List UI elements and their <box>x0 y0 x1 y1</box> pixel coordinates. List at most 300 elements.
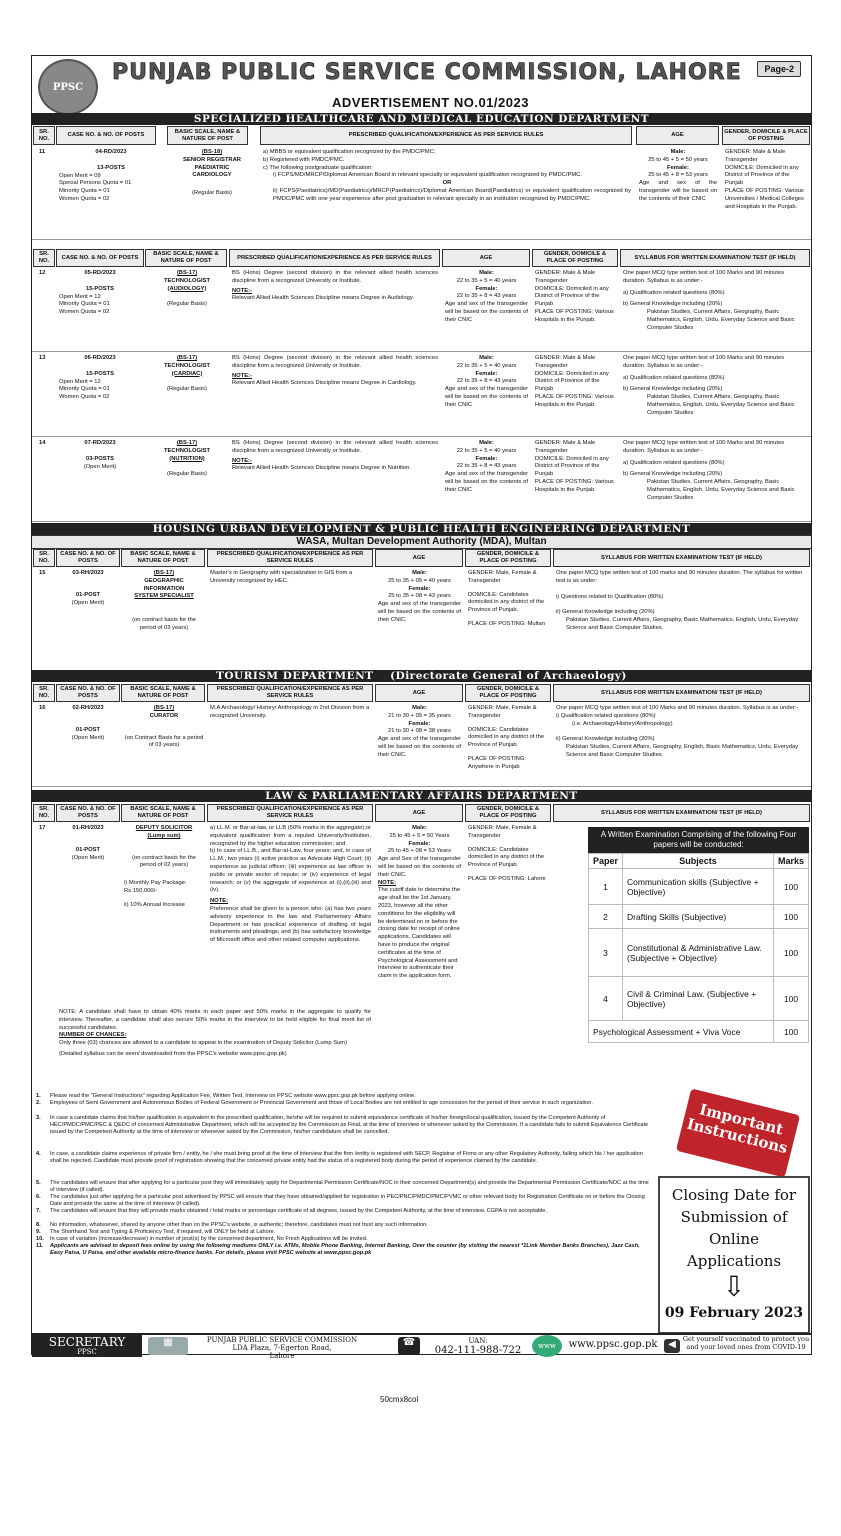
post-name: (Lump sum) <box>147 832 181 839</box>
scale-cell <box>145 268 229 351</box>
quota: Minority Quota = 01 <box>59 301 110 308</box>
header-sr: SR. NO. <box>33 126 55 145</box>
header <box>32 56 811 110</box>
header-case: CASE NO. & NO. OF POSTS <box>56 549 120 567</box>
city: Lahore <box>269 1352 295 1360</box>
posts: 01-POST <box>75 726 101 733</box>
syllabus-item: i) Qualification related questions (80%) <box>556 712 656 719</box>
case-no: 03-RH/2023 <box>72 570 104 576</box>
note-text: Relevant Allied Health Sciences Discipline means Degree in Cardiology. <box>232 380 417 387</box>
basis: (on Contract Basis for a period of 03 years) <box>124 734 204 749</box>
male-age: 25 to 45 + 5 = 50 years <box>648 156 708 163</box>
header-gender: GENDER, DOMICILE & PLACE OF POSTING <box>722 126 810 145</box>
syllabus-item: b) General Knowledge including (20%) <box>623 386 723 393</box>
instruction-number: 7. <box>36 1208 41 1214</box>
posts: 03-POSTS <box>85 455 115 462</box>
address-block <box>192 1336 372 1360</box>
paper-subject: Drafting Skills (Subjective) <box>623 905 774 929</box>
sub-department-heading: WASA, Multan Development Authority (MDA), Multan <box>32 535 811 549</box>
female-label: Female: <box>667 164 689 171</box>
instruction-number: 8. <box>36 1222 41 1228</box>
quota: Open Merit = 12 <box>59 293 101 300</box>
scale-cell <box>145 438 229 521</box>
case-cell <box>56 438 144 521</box>
scale: (BS-17) <box>176 355 198 361</box>
syllabus-intro: One paper MCQ type written test of 100 marks and 90 minutes duration. The syllabus for written test is as under: <box>556 570 803 584</box>
syllabus-intro: One paper MCQ type written test of 100 Marks and 90 minutes duration. Syllabus is as under:- <box>623 355 785 369</box>
post-name: INFORMATION <box>143 585 185 592</box>
syllabus-detail: Pakistan Studies, Current Affairs, Geography, Basic Mathematics, English, Urdu, Everyday Science and Basic Computer Studies <box>647 394 795 416</box>
table-row <box>32 703 811 787</box>
syllabus-item: a) Qualification related questions (80%) <box>623 289 725 296</box>
exam-heading: A Written Examination Comprising of the following Four papers will be conducted: <box>588 827 809 853</box>
secretary-label: SECRETARY <box>48 1335 126 1349</box>
qualification-cell <box>229 268 441 351</box>
post-name: (AUDIOLOGY) <box>167 285 207 292</box>
female-age: 22 to 35 + 8 = 43 years <box>456 463 517 470</box>
bottom-note <box>56 1007 374 1087</box>
paper-subject: Civil & Criminal Law. (Subjective + Objective) <box>623 977 774 1021</box>
post-name: (NUTRITION) <box>169 455 205 462</box>
age-cell <box>442 353 531 436</box>
transgender-note: Age and sex of the transgender will be based on the contents of their CNIC <box>445 471 528 493</box>
basis: (Regular Basis) <box>167 301 207 308</box>
gender: GENDER: Male & Male Transgender <box>535 355 596 369</box>
col-marks: Marks <box>773 854 808 869</box>
gender: GENDER: Male & Male Transgender <box>725 149 786 163</box>
syllabus-intro: One paper MCQ type written test of 100 Marks and 90 minutes duration. Syllabus is as under:- <box>556 705 799 711</box>
instruction-text: The candidates will ensure that after applying for a particular post they will immediately apply for Departmental Permission Certificate/NOC in their concerned Department(s) and provide the Departmental Permission Certificate/NOC at the time of interview (if called). <box>50 1180 649 1193</box>
table-row <box>32 147 811 240</box>
quota: Special Persons Quota = 01 <box>59 180 132 187</box>
female-label: Female: <box>408 720 431 727</box>
syllabus-intro: One paper MCQ type written test of 100 Marks and 90 minutes duration. Syllabus is as under:- <box>623 440 785 454</box>
table-header <box>32 549 811 567</box>
col-subjects: Subjects <box>623 854 774 869</box>
phone-icon: ☎ <box>398 1337 420 1355</box>
table-header <box>32 126 811 146</box>
female-label: Female: <box>475 455 498 462</box>
note-text: NOTE: A candidate shall have to obtain 40% marks in each paper and 50% marks in the aggregate to qualify for interview. Thereafter, a candidate shall also secure 50% marks in the interview to be held eligible for final merit list of successful candidates. <box>59 1009 371 1031</box>
annual-increase: ii) 10% Annual Increase <box>124 901 185 908</box>
note-label: NOTE:- <box>232 372 252 379</box>
case-cell <box>56 353 144 436</box>
posts: 15-POSTS <box>85 370 115 377</box>
psy-marks: 100 <box>773 1021 808 1043</box>
instruction-text: The candidates just after applying for a particular post advertised by PPSC will ensure that they have obtained/applied for registration in PEC/PNC/PMDC/PMC/PVMC or other relevant body for Registration Certificate on or before the Closing Date and provide the same at the time of interview (if called). <box>50 1194 645 1207</box>
female-label: Female: <box>475 285 498 292</box>
instruction-text: The Shorthand Test and Typing & Proficiency Test, if required, will ONLY be held at Lahore. <box>50 1229 276 1235</box>
paper-no: 2 <box>589 905 623 929</box>
table-row <box>32 353 811 437</box>
sr-no: 14 <box>39 440 46 446</box>
sr-no: 16 <box>39 705 46 711</box>
transgender-note: Age and sex of the transgender will be based on the contents of their CNIC <box>445 386 528 408</box>
transgender-note: Age and sex of the transgender will be based on the contents of their CNIC. <box>378 736 461 758</box>
male-label: Male: <box>670 149 686 155</box>
domicile: DOMICILE: Candidates domiciled in any district of the Province of Punjab. <box>468 591 545 614</box>
header-gender: GENDER, DOMICILE & PLACE OF POSTING <box>532 249 618 267</box>
scale-cell <box>121 703 207 786</box>
or-label: OR <box>442 180 452 187</box>
paper-no: 3 <box>589 929 623 977</box>
chances-text: Only three (03) chances are allowed to a candidate to appear in the examination of Deputy Solicitor (Lump Sum) <box>59 1040 348 1047</box>
gender-cell <box>722 147 810 239</box>
domicile: DOMICILE: Domiciled in any District of Province of the Punjab <box>535 370 609 393</box>
posting: PLACE OF POSTING: Various Hospitals in the Punjab. <box>535 308 614 323</box>
header-gender: GENDER, DOMICILE & PLACE OF POSTING <box>465 684 551 702</box>
transgender-note: Age and sex of the transgender will be based on the contents of their CNIC <box>639 180 717 202</box>
arrow-down-icon: ⇩ <box>722 1270 746 1303</box>
instruction-number: 1. <box>36 1093 41 1099</box>
paper-marks: 100 <box>773 929 808 977</box>
exam-papers-table <box>588 853 809 1043</box>
qualification: M.A Archaeology/ History/ Anthropology in 2nd Division from a recognized University. <box>210 705 370 719</box>
ppsc-label: PPSC <box>77 1348 97 1356</box>
instruction-number: 10. <box>36 1236 44 1242</box>
posts: 13-POSTS <box>96 164 126 171</box>
female-label: Female: <box>408 840 431 847</box>
qualification-item: b) In case of LL.B., and Bar-at-Law, four years; and, in case of LL.M., two years (i) active practice as Advocate High Court; (ii) experience as judicial officer; (iii) experience as law officer in public or private sector of repute; or (iv) experience of legal research; or (v) the aggregate of experience at (i),(ii),(iii) and (iv). <box>210 848 371 894</box>
age-cell <box>442 438 531 521</box>
note-label: NOTE:- <box>232 287 252 294</box>
uan-block <box>428 1337 528 1356</box>
posting: PLACE OF POSTING: Various Hospitals in the Punjab. <box>535 393 614 408</box>
syllabus-item: a) Qualification related questions (80%) <box>623 459 725 466</box>
instruction-text: Please read the "General Instructions" regarding Application Fee, Written Test, Interview on PPSC website www.ppsc.gop.pk before applying online. <box>50 1093 416 1099</box>
ppsc-logo-icon <box>38 59 98 115</box>
header-age: AGE <box>375 804 463 822</box>
female-age: 21 to 30 + 08 = 38 years <box>388 728 451 735</box>
basis: (on contract basis for the period of 02 years) <box>132 854 196 869</box>
quota: Women Quota = 02 <box>59 394 110 401</box>
posts: 01-POST <box>75 846 101 853</box>
scale-cell <box>145 353 229 436</box>
syllabus-cell <box>620 438 810 521</box>
gender: GENDER: Male, Female & Transgender <box>468 825 537 839</box>
merit: (Open Merit) <box>71 734 105 741</box>
post-name: SENIOR REGISTRAR <box>183 156 241 163</box>
syllabus-detail: Pakistan Studies, Current Affairs, Geography, Basic Mathematics, English, Urdu, Everyday Science and Basic Computer Studies <box>647 309 795 331</box>
table-header <box>32 804 811 822</box>
case-no: 06-RD/2023 <box>84 355 116 361</box>
page-number-badge: Page-2 <box>757 61 801 77</box>
department-heading <box>32 670 811 682</box>
header-syllabus: SYLLABUS FOR WRITTEN EXAMINATION/ TEST (IF HELD) <box>620 249 810 267</box>
male-age: 21 to 30 + 05 = 35 years <box>388 712 451 719</box>
closing-line: Closing Date for <box>671 1186 797 1204</box>
scale: (BS-18) <box>201 149 223 155</box>
instruction-number: 9. <box>36 1229 41 1235</box>
scale: (BS-17) <box>153 705 175 711</box>
qualification-item: c) The following postgraduate qualification: <box>263 164 373 171</box>
instruction-text: No information, whatsoever, shared by anyone other than on the PPSC's website, is authentic; therefore, candidates must not trust any such information. <box>50 1222 428 1228</box>
table-row <box>32 438 811 522</box>
qualification-cell <box>207 823 374 1007</box>
table-header <box>32 249 811 267</box>
male-age: 22 to 35 + 5 = 40 years <box>456 447 517 454</box>
domicile: DOMICILE: Domiciled in any District of Province of the Punjab <box>535 285 609 308</box>
post-name: PAEDIATRIC <box>194 164 230 171</box>
post-name: GEOGRAPHIC <box>144 577 184 584</box>
gender: GENDER: Male & Male Transgender <box>535 440 596 454</box>
posts: 01-POST <box>75 591 101 598</box>
scale: (BS-17) <box>153 570 175 576</box>
header-scale: BASIC SCALE, NAME & NATURE OF POST <box>121 549 205 567</box>
syllabus-intro: One paper MCQ type written test of 100 Marks and 90 minutes duration. Syllabus is as under:- <box>623 270 785 284</box>
male-label: Male: <box>412 705 427 711</box>
paper-marks: 100 <box>773 869 808 905</box>
paper-no: 4 <box>589 977 623 1021</box>
header-case: CASE NO. & NO. OF POSTS <box>56 249 144 267</box>
department-heading: SPECIALIZED HEALTHCARE AND MEDICAL EDUCATION DEPARTMENT <box>32 113 811 125</box>
header-sr: SR. NO. <box>33 684 55 702</box>
basis: (Regular Basis) <box>192 190 232 197</box>
header-syllabus: SYLLABUS FOR WRITTEN EXAMINATION/ TEST (IF HELD) <box>553 684 810 702</box>
qualification-item: ii) FCPS(Paediatrics)/MD(Paediatrics)/MRCP(Paediatrics)/Diplomat American Board(Paediatrics) or equivalent qualification recognized by PMDC/PMC with one year experience after post graduation in relevant specialty in an institution recognized by PMDC/PMC. <box>273 187 631 202</box>
syllabus-cell <box>620 268 810 351</box>
female-age: 25 to 45 + 8 = 53 years <box>648 172 708 179</box>
table-row <box>32 823 811 1087</box>
header-gender: GENDER, DOMICILE & PLACE OF POSTING <box>465 549 551 567</box>
female-label: Female: <box>408 585 431 592</box>
post-name: CURATOR <box>149 712 179 719</box>
psychological-assessment: Psychological Assessment + Viva Voce <box>589 1021 774 1043</box>
case-no: 01-RH/2023 <box>72 825 104 831</box>
quota: Minority Quota = 01 <box>59 386 110 393</box>
post-name: TECHNOLOGIST <box>163 447 211 454</box>
posting: PLACE OF POSTING: Anywhere in Punjab <box>468 755 526 770</box>
header-qual: PRESCRIBED QUALIFICATION/EXPERIENCE AS PER SERVICE RULES <box>229 249 440 267</box>
address: LDA Plaza, 7-Egerton Road, <box>232 1344 332 1352</box>
case-no: 02-RH/2023 <box>72 705 104 711</box>
scale-cell <box>167 147 257 239</box>
male-label: Male: <box>412 825 427 831</box>
syllabus-cell <box>553 568 810 670</box>
scale-cell <box>121 823 207 1007</box>
header-age: AGE <box>636 126 719 145</box>
male-label: Male: <box>412 570 427 576</box>
qualification-item: i) FCPS/MD/MRCP/Diplomat American Board in relevant specialty or equivalent qualification recognized by PMDC/PMC. <box>273 172 582 179</box>
instruction-text: In case, a candidate claims experience of private firm / entity, he / she must bring proof at the time of interview that the firm /entity is registered with SECP, Registrar of Firms or any other Regulatory Authority, failing which his / her application shall be rejected. Candidate must provide proof of registration showing that the concerned private entity had the status of a registered body during the period of experience claimed by the candidate. <box>50 1151 643 1164</box>
scale-cell <box>121 568 207 670</box>
instruction-number: 5. <box>36 1180 41 1186</box>
scale: (BS-17) <box>176 440 198 446</box>
female-age: 22 to 35 + 8 = 43 years <box>456 378 517 385</box>
instruction-number: 6. <box>36 1194 41 1200</box>
header-qual: PRESCRIBED QUALIFICATION/EXPERIENCE AS PER SERVICE RULES <box>207 804 373 822</box>
domicile: DOMICILE: Domiciled in any District of Province of the Punjab <box>725 164 799 187</box>
building-icon: ▦ <box>148 1337 188 1355</box>
post-name: (CARDIAC) <box>171 370 203 377</box>
note-text: Preference shall be given to a person who: (a) has two years advisory experience in the law and Parliamentary Affairs Department or has practical experience of drafting of legal instruments and pleadings; and (b) has satisfactory knowledge of Microsoft office and other related computer applications. <box>210 905 371 944</box>
female-age: 25 to 45 + 08 = 53 Years <box>387 848 452 855</box>
quota: Open Merit = 09 <box>59 172 101 179</box>
ad-size-code: 50cmx8col <box>380 1395 419 1404</box>
syllabus-cell <box>620 353 810 436</box>
header-qual: PRESCRIBED QUALIFICATION/EXPERIENCE AS PER SERVICE RULES <box>207 549 373 567</box>
header-gender: GENDER, DOMICILE & PLACE OF POSTING <box>465 804 551 822</box>
gender-cell <box>465 703 552 786</box>
header-scale: BASIC SCALE, NAME & NATURE OF POST <box>167 126 248 145</box>
closing-date-box <box>658 1176 810 1334</box>
gender: GENDER: Male & Male Transgender <box>535 270 596 284</box>
footer <box>32 1333 811 1360</box>
domicile: DOMICILE: Candidates domiciled in any district of the Province of Punjab. <box>468 726 545 749</box>
header-sr: SR. NO. <box>33 549 55 567</box>
uan-label: UAN: <box>468 1337 488 1345</box>
instruction-number: 2. <box>36 1100 41 1106</box>
case-no: 05-RD/2023 <box>84 270 116 276</box>
gender-cell <box>465 568 552 670</box>
gender-cell <box>532 438 619 521</box>
case-cell <box>56 268 144 351</box>
qualification: Master's in Geography with specialization in GIS from a University recognized by HEC. <box>210 570 353 584</box>
syllabus-item: i) Questions related to Qualification (80%) <box>556 593 664 600</box>
posts: 15-POSTS <box>85 285 115 292</box>
post-name: CARDIOLOGY <box>192 172 232 179</box>
header-qual: PRESCRIBED QUALIFICATION/EXPERIENCE AS PER SERVICE RULES <box>260 126 632 145</box>
sr-no: 11 <box>39 149 46 155</box>
domicile: DOMICILE: Candidates domiciled in any district of the Province of Punjab. <box>468 846 545 869</box>
important-instructions-badge: Important Instructions <box>676 1088 800 1177</box>
syllabus-detail: Pakistan Studies, Current Affairs, Geography, Basic Mathematics, English, Urdu, Everyday Science and Basic Computer Studies. <box>566 617 799 631</box>
header-scale: BASIC SCALE, NAME & NATURE OF POST <box>121 684 205 702</box>
post-name: TECHNOLOGIST <box>163 362 211 369</box>
syllabus-item: b) General Knowledge including (20%) <box>623 301 723 308</box>
merit: (Open Merit) <box>71 854 105 861</box>
female-age: 22 to 35 + 8 = 43 years <box>456 293 517 300</box>
department-heading: LAW & PARLIAMENTARY AFFAIRS DEPARTMENT <box>32 790 811 802</box>
male-age: 22 to 35 + 5 = 40 years <box>456 277 517 284</box>
post-name: SYSTEM SPECIALIST <box>134 593 194 600</box>
gender: GENDER: Male, Female & Transgender <box>468 570 537 584</box>
syllabus-link-note: (Detailed syllabus can be seen/ downloaded from the PPSC's website www.ppsc.gop.pk) <box>59 1050 287 1057</box>
syllabus-detail: (i.e. Archaeology/History/Anthropology) <box>572 720 673 727</box>
case-no: 04-RD/2023 <box>95 149 127 155</box>
merit: (Open Merit) <box>71 599 105 606</box>
table-header <box>32 684 811 702</box>
note-text: Relevant Allied Health Sciences Discipline means Degree in Nutrition. <box>232 465 411 472</box>
header-age: AGE <box>375 684 463 702</box>
case-cell <box>56 823 120 1007</box>
age-cell <box>636 147 720 239</box>
exam-table <box>588 827 809 1043</box>
syllabus-item: a) Qualification related questions (80%) <box>623 374 725 381</box>
pay-package: i) Monthly Pay Package: Rs.150,000/- <box>124 880 187 894</box>
closing-date: 09 February 2023 <box>664 1305 804 1321</box>
basis: (Regular Basis) <box>167 471 207 478</box>
case-cell <box>56 703 120 786</box>
header-scale: BASIC SCALE, NAME & NATURE OF POST <box>121 804 205 822</box>
age-cell <box>375 703 464 786</box>
advertisement-page <box>31 55 812 1360</box>
syllabus-cell <box>553 703 810 786</box>
quota: Minority Quota = 01 <box>59 188 110 195</box>
secretary-block <box>32 1335 142 1357</box>
paper-no: 1 <box>589 869 623 905</box>
logo-text: PPSC <box>52 81 84 93</box>
sr-no: 13 <box>39 355 46 361</box>
male-label: Male: <box>479 440 494 446</box>
domicile: DOMICILE: Domiciled in any District of Province of the Punjab <box>535 455 609 478</box>
posting: PLACE OF POSTING: Lahore <box>468 875 546 882</box>
table-row <box>32 568 811 671</box>
female-label: Female: <box>475 370 498 377</box>
male-age: 22 to 35 + 5 = 40 years <box>456 362 517 369</box>
header-sr: SR. NO. <box>33 249 55 267</box>
col-paper: Paper <box>589 854 623 869</box>
transgender-note: Age and sex of the transgender will be based on the contents of their CNIC. <box>378 601 461 623</box>
post-name: TECHNOLOGIST <box>163 277 211 284</box>
age-cell <box>442 268 531 351</box>
syllabus-item: b) General Knowledge including (20%) <box>623 471 723 478</box>
header-case: CASE NO. & NO. OF POSTS <box>56 804 120 822</box>
paper-subject: Communication skills (Subjective + Objective) <box>623 869 774 905</box>
gender-cell <box>465 823 552 1007</box>
megaphone-icon: ◀ <box>664 1339 680 1353</box>
note-label: NOTE: <box>210 898 229 905</box>
male-label: Male: <box>479 355 494 361</box>
scale: (BS-17) <box>176 270 198 276</box>
table-row <box>32 268 811 352</box>
instruction-number: 3. <box>36 1115 41 1121</box>
qualification-cell <box>260 147 634 239</box>
qualification-item: a) LL.M. or Bar-at-law, or LLB (50% marks in the aggregate);or equivalent qualification from a reputed University/Institution, recognized by the higher education commission; and <box>210 825 371 847</box>
header-case: CASE NO. & NO. OF POSTS <box>56 126 156 145</box>
department-heading: HOUSING URBAN DEVELOPMENT & PUBLIC HEALTH ENGINEERING DEPARTMENT <box>32 523 811 535</box>
instruction-text: Applicants are advised to deposit fees online by using the following mediums ONLY i.e. ATMs, Mobile Phone Banking, Internet Banking, Over the counter (by visiting the nearest *1Link Member Banks Branches), Jazz Cash, Easy Paisa, U Paisa, and other available micro-finance banks. For details, please visit PPSC website at www.ppsc.gop.pk <box>50 1243 640 1256</box>
header-age: AGE <box>375 549 463 567</box>
header-sr: SR. NO. <box>33 804 55 822</box>
female-age: 25 to 35 + 08 = 43 years <box>388 593 451 600</box>
qualification-item: b) Registered with PMDC/PMC. <box>263 156 345 163</box>
posting: PLACE OF POSTING: Various Hospitals in the Punjab. <box>535 478 614 493</box>
gender-cell <box>532 268 619 351</box>
org-name: PUNJAB PUBLIC SERVICE COMMISSION <box>206 1336 358 1344</box>
qualification-item: a) MBBS or equivalent qualification recognized by the PMDC/PMC; <box>263 149 436 155</box>
uan-number: 042-111-988-722 <box>434 1345 522 1356</box>
quota: Open Merit = 12 <box>59 378 101 385</box>
transgender-note: Age and sex of the transgender will be based on the contents of their CNIC <box>445 301 528 323</box>
header-age: AGE <box>442 249 530 267</box>
age-cell <box>375 568 464 670</box>
note-label: NOTE:- <box>232 457 252 464</box>
instruction-text: In case of variation (increase/decrease) in number of post(s) by the concerned department, No Fresh Applications will be invited. <box>50 1236 368 1242</box>
instruction-number: 11. <box>36 1243 44 1249</box>
posting: PLACE OF POSTING: Multan <box>468 620 545 627</box>
sr-no: 15 <box>39 570 46 576</box>
advertisement-number: ADVERTISEMENT NO.01/2023 <box>332 95 529 110</box>
page-title: PUNJAB PUBLIC SERVICE COMMISSION, LAHORE <box>112 60 742 85</box>
header-qual: PRESCRIBED QUALIFICATION/EXPERIENCE AS PER SERVICE RULES <box>207 684 373 702</box>
website-link[interactable]: www.ppsc.gop.pk <box>568 1339 658 1350</box>
note-text: Relevant Allied Health Sciences Discipline means Degree in Audiology. <box>232 295 414 302</box>
gender-cell <box>532 353 619 436</box>
header-syllabus: SYLLABUS FOR WRITTEN EXAMINATION/ TEST (IF HELD) <box>553 549 810 567</box>
male-age: 25 to 35 + 05 = 40 years <box>388 577 451 584</box>
paper-subject: Constitutional & Administrative Law. (Subjective + Objective) <box>623 929 774 977</box>
globe-icon: www <box>532 1335 562 1357</box>
syllabus-detail: Pakistan Studies, Current Affairs, Geography, English, Basic Mathematics, Urdu, Everyday Science and Basic Computer Studies. <box>566 744 799 758</box>
merit: (Open Merit) <box>83 463 117 470</box>
sr-no: 17 <box>39 825 46 831</box>
instruction-text: In case a candidate claims that his/her qualification is equivalent to the prescribed qualification, he/she will be required to submit equivalence certificate of his/her foreign/local qualification, issued by the Competent Authority of HEC/PMDC/PMC/PEC & QEDC of concerned Administrative Department, which will be accepted by the Commission as Final, at the time of interview or whenever asked by the Commission. If a candidate fails to submit Equivalence Certificate issued by the Competent Authority at the time of interview or whenever asked by the Commission, his/her candidature shall be cancelled. <box>50 1115 649 1135</box>
qualification-cell <box>229 438 441 521</box>
covid-message: Get yourself vaccinated to protect you and your loved ones from COVID-19 <box>682 1335 810 1351</box>
instruction-text: Employees of Semi Government and Autonomous Bodies of Federal Government or Provincial Government and those of Local Bodies are not entitled to age concession for the period of their service in such organization. <box>50 1100 593 1106</box>
quota: Women Quota = 02 <box>59 195 110 202</box>
